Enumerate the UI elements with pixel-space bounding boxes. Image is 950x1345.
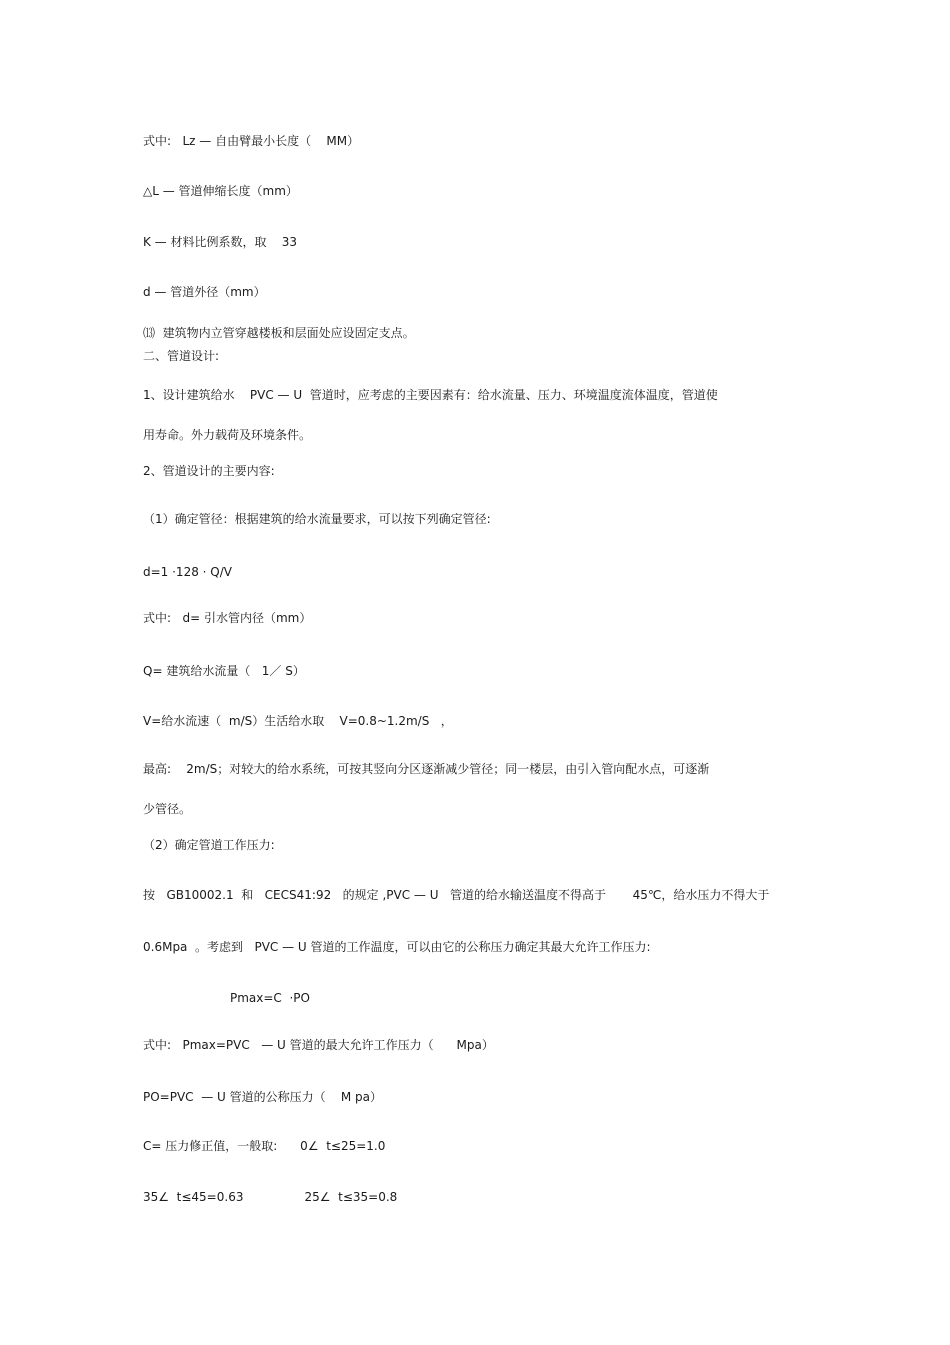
text-line: Q= 建筑给水流量（ 1／ S） — [143, 664, 305, 678]
text-line: （2）确定管道工作压力: — [143, 838, 275, 852]
text-line: V=给水流速（ m/S）生活给水取 V=0.8~1.2m/S ， — [143, 714, 453, 728]
formula-line: d=1 ·128 · Q/V — [143, 565, 232, 579]
text-line: 少管径。 — [143, 802, 192, 816]
text-line: 用寿命。外力载荷及环境条件。 — [143, 428, 312, 442]
text-line: 式中: Lz — 自由臂最小长度（ MM） — [143, 134, 360, 148]
section-heading: 二、管道设计: — [143, 349, 220, 363]
text-line: 式中: d= 引水管内径（mm） — [143, 611, 312, 625]
text-line: 最高: 2m/S；对较大的给水系统，可按其竖向分区逐渐减少管径；同一楼层，由引入管向配水点，可逐渐 — [143, 762, 710, 776]
formula-line: Pmax=C ·PO — [230, 991, 310, 1005]
text-line: 式中: Pmax=PVC — U 管道的最大允许工作压力（ Mpa） — [143, 1038, 494, 1052]
text-line: （1）确定管径：根据建筑的给水流量要求，可以按下列确定管径: — [143, 512, 491, 526]
text-line: K — 材料比例系数，取 33 — [143, 235, 298, 249]
text-line: 35∠ t≤45=0.63 25∠ t≤35=0.8 — [143, 1190, 398, 1204]
text-line: PO=PVC — U 管道的公称压力（ M pa） — [143, 1090, 382, 1104]
text-line: C= 压力修正值，一般取: 0∠ t≤25=1.0 — [143, 1139, 386, 1153]
text-line: 2、管道设计的主要内容: — [143, 464, 275, 478]
text-line: 0.6Mpa 。考虑到 PVC — U 管道的工作温度，可以由它的公称压力确定其最大允许工作压力: — [143, 940, 651, 954]
text-line: △L — 管道伸缩长度（mm） — [143, 184, 298, 198]
text-line: 按 GB10002.1 和 CECS41:92 的规定 ,PVC — U 管道的给水输送温度不得高于 45℃，给水压力不得大于 — [143, 888, 770, 902]
text-line: d — 管道外径（mm） — [143, 285, 266, 299]
text-line: 1、设计建筑给水 PVC — U 管道时，应考虑的主要因素有：给水流量、压力、环境温度流体温度，管道使 — [143, 388, 718, 402]
text-line: ⒀ 建筑物内立管穿越楼板和层面处应设固定支点。 — [143, 326, 415, 340]
